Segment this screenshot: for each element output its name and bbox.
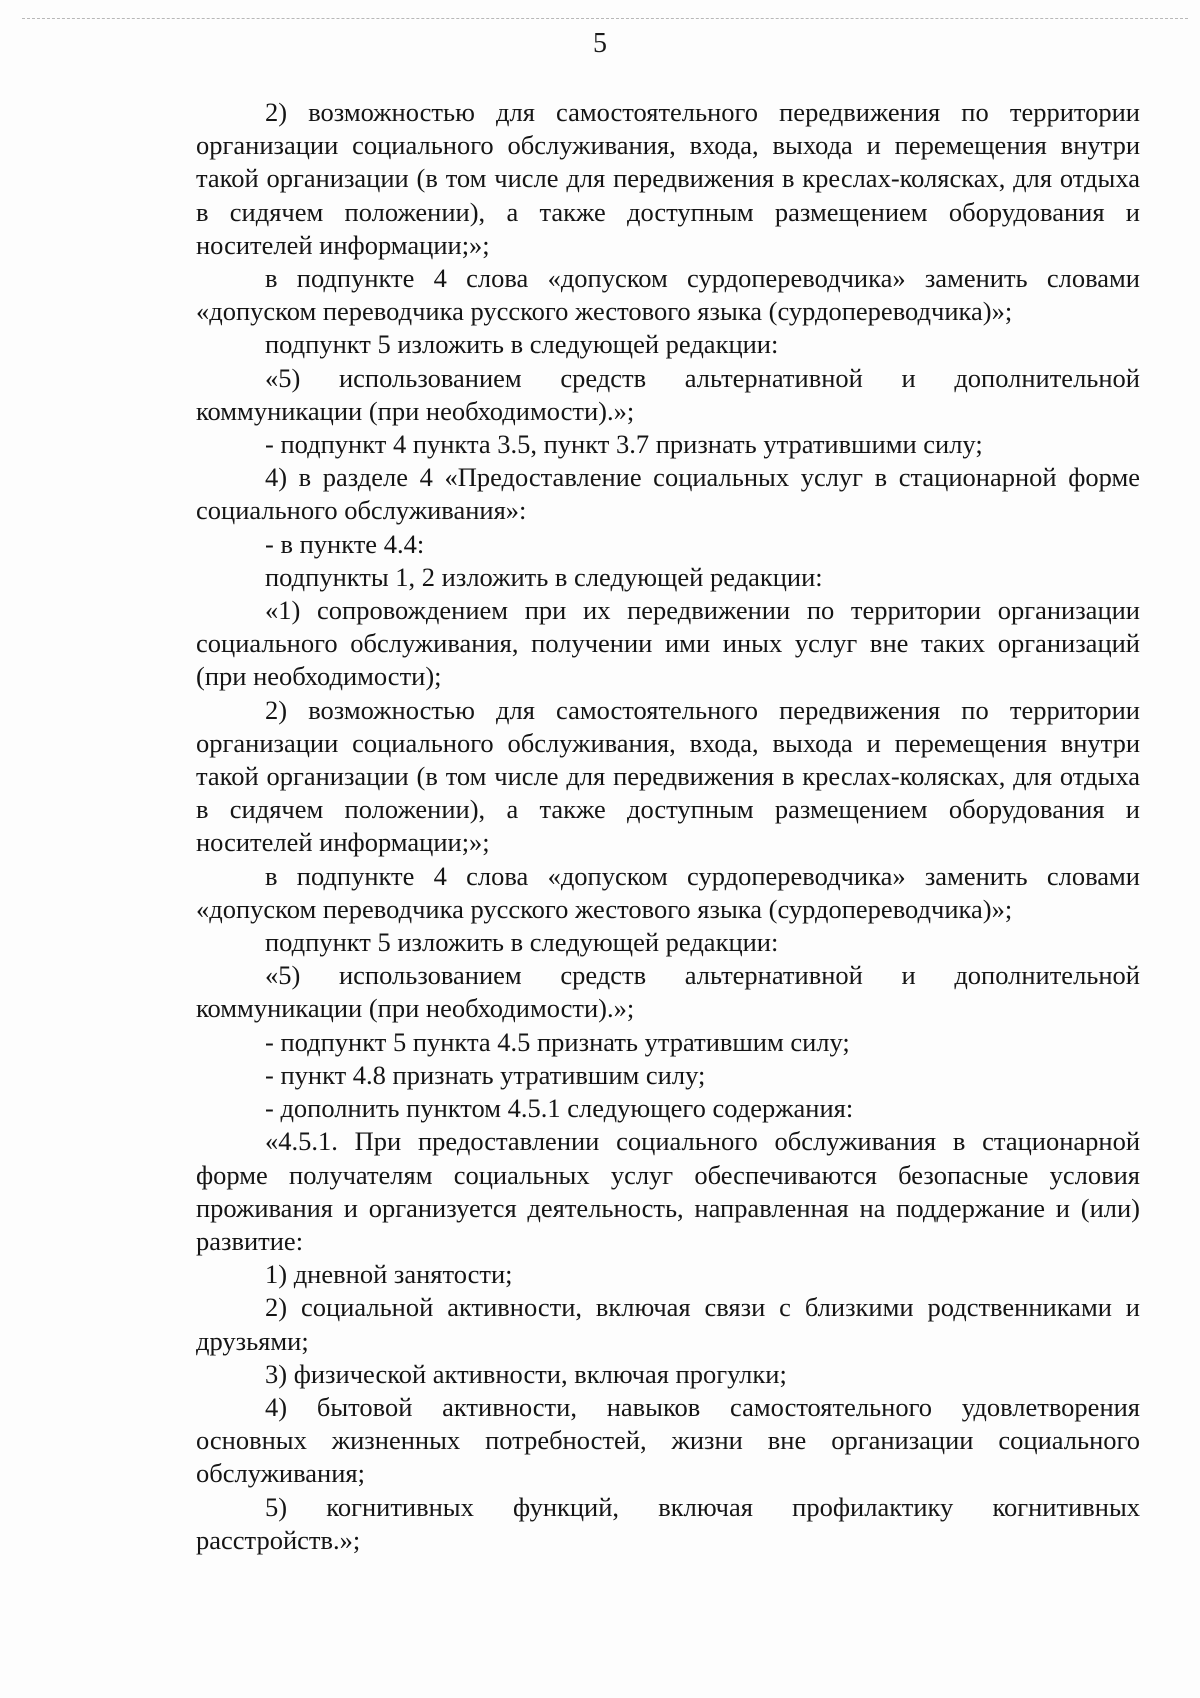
paragraph: 4) в разделе 4 «Предоставление социальных услуг в стационарной форме социального обслуживания»: <box>196 462 1140 526</box>
paragraph: «4.5.1. При предоставлении социального обслуживания в стационарной форме получателям социальных услуг обеспечиваются безопасные условия проживания и организуется деятельность, направленная на поддержание и (или) развитие: <box>196 1126 1140 1256</box>
paragraph: в подпункте 4 слова «допуском сурдопереводчика» заменить словами «допуском переводчика русского жестового языка (сурдопереводчика)»; <box>196 860 1140 924</box>
document-body <box>196 96 1140 1557</box>
paragraph: - подпункт 5 пункта 4.5 признать утратившим силу; <box>265 1026 850 1057</box>
page-number: 5 <box>593 28 607 59</box>
paragraph: «1) сопровождением при их передвижении по территории организации социального обслуживания, получении ими иных услуг вне таких организаций (при необходимости); <box>196 595 1140 692</box>
paragraph: 2) возможностью для самостоятельного передвижения по территории организации социального обслуживания, входа, выхода и перемещения внутри такой организации (в том числе для передвижения в креслах-колясках, для отдыха в сидячем положении), а также доступным размещением оборудования и носителей информации;»; <box>196 694 1140 858</box>
paragraph: - в пункте 4.4: <box>265 528 425 559</box>
paragraph: 2) возможностью для самостоятельного передвижения по территории организации социального обслуживания, входа, выхода и перемещения внутри такой организации (в том числе для передвижения в креслах-колясках, для отдыха в сидячем положении), а также доступным размещением оборудования и носителей информации;»; <box>196 97 1140 260</box>
top-scan-edge <box>22 18 1188 19</box>
paragraph: - подпункт 4 пункта 3.5, пункт 3.7 признать утратившими силу; <box>265 429 983 460</box>
paragraph: - пункт 4.8 признать утратившим силу; <box>265 1059 706 1090</box>
paragraph: подпункты 1, 2 изложить в следующей редакции: <box>265 561 823 592</box>
paragraph: 1) дневной занятости; <box>265 1259 513 1290</box>
paragraph: - дополнить пунктом 4.5.1 следующего содержания: <box>265 1093 854 1124</box>
paragraph: в подпункте 4 слова «допуском сурдопереводчика» заменить словами «допуском переводчика русского жестового языка (сурдопереводчика)»; <box>196 263 1140 327</box>
paragraph: 3) физической активности, включая прогулки; <box>265 1358 787 1389</box>
paragraph: подпункт 5 изложить в следующей редакции: <box>265 927 779 958</box>
paragraph: «5) использованием средств альтернативной и дополнительной коммуникации (при необходимости).»; <box>196 960 1140 1024</box>
paragraph: 5) когнитивных функций, включая профилактику когнитивных расстройств.»; <box>196 1491 1140 1555</box>
paragraph: подпункт 5 изложить в следующей редакции: <box>265 329 779 360</box>
paragraph: 2) социальной активности, включая связи с близкими родственниками и друзьями; <box>196 1292 1140 1356</box>
paragraph: 4) бытовой активности, навыков самостоятельного удовлетворения основных жизненных потребностей, жизни вне организации социального обслуживания; <box>196 1391 1140 1489</box>
paragraph: «5) использованием средств альтернативной и дополнительной коммуникации (при необходимости).»; <box>196 362 1140 426</box>
